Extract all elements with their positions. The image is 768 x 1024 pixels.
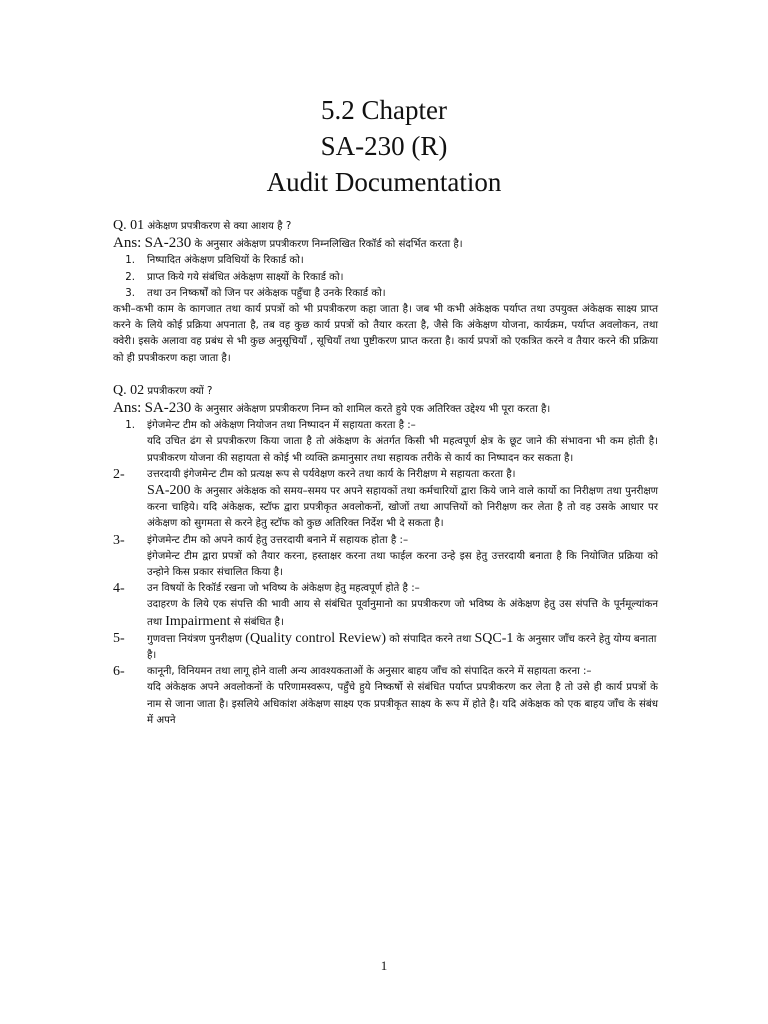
list-number: 1. [125, 255, 135, 267]
document-body [113, 218, 658, 729]
question-number: Q. 01 [113, 218, 145, 233]
title-line-chapter: 5.2 Chapter [321, 95, 447, 125]
list-detail: यदि अंकेक्षक अपने अवलोकनों के परिणामस्वरूप, पहुँचे हुये निष्कर्षो से संबंधित पर्याप्त प्रपत्रीकरण कर लेता है तो उसे ही कार्य प्रपत्रों के नाम से जाना जाता है। इसलिये अधिकांश अंकेक्षण साक्ष्य एक प्रपत्रीकृत साक्ष्य के रूप में होते है। यदि अंकेक्षक को एक बाहय जाँच के संबंध में अपने [147, 682, 658, 726]
list-item [113, 286, 658, 302]
list-text-part: गुणवत्ता नियंत्रण पुनरीक्षण [147, 633, 243, 645]
answer-1-intro [113, 235, 658, 253]
detail-text: उदाहरण के लिये एक संपत्ति की भावी आय से संबंधित पूर्वानुमानो का प्रपत्रीकरण जो भविष्य के अंकेक्षण हेतु उस संपत्ति के पूर्नमूल्यांकन तथा [147, 599, 658, 628]
list-item [113, 253, 658, 269]
answer-label: Ans: [113, 400, 142, 417]
list-text: इंगेजमेन्ट टीम को अंकेक्षण नियोजन तथा निष्पादन में सहायता करता है :– [147, 420, 416, 432]
list-detail: इंगेजमेन्ट टीम द्वारा प्रपत्रों को तैयार करना, हस्ताक्षर करना तथा फाईल करना उन्हे इस हेतु उत्तरदायी बनाता है कि नियोजित प्रक्रिया को उन्होने किस प्रकार संचालित किया है। [147, 550, 658, 579]
answer-text: के अनुसार अंकेक्षण प्रपत्रीकरण निम्नलिखित रिकॉर्ड को संदर्भित करता है। [194, 239, 463, 251]
list-number: 5- [113, 630, 125, 646]
list-detail: यदि उचित ढंग से प्रपत्रीकरण किया जाता है तो अंकेक्षण के अंतर्गत किसी भी महत्वपूर्ण क्षेत्र के छूट जाने की संभावना भी कम होती है। प्रपत्रीकरण योजना की सहायता से कोई भी व्यक्ति क्रमानुसार तथा सहायक तरीके से कार्य का निष्पादन कर सकता है। [147, 436, 658, 464]
question-text: अंकेक्षण प्रपत्रीकरण से क्या आशय है ? [147, 221, 292, 232]
list-item [113, 418, 658, 434]
answer-text: के अनुसार अंकेक्षण प्रपत्रीकरण निम्न को शामिल करते हुये एक अतिरिक्त उद्देश्य भी पूरा करता है। [194, 404, 551, 416]
list-number: 2. [125, 271, 135, 283]
standard-ref: SA-200 [147, 483, 191, 499]
list-number: 1. [125, 420, 135, 432]
list-text: इंगेजमेन्ट टीम को अपने कार्य हेतु उत्तरदायी बनाने में सहायक होता है :– [147, 534, 409, 546]
list-number: 3. [125, 287, 135, 299]
list-text: तथा उन निष्कर्षों को जिन पर अंकेक्षक पहुँचा है उनके रिकार्ड को। [147, 287, 386, 299]
list-number: 2- [113, 466, 125, 482]
sa200-paragraph [113, 483, 658, 533]
list-text: कानूनी, विनियमन तथा लागू होने वाली अन्य आवश्यकताओं के अनुसार बाहय जाँच को संपादित करने में सहायता करना :– [147, 666, 592, 678]
list-text: उत्तरदायी इंगेजमेन्ट टीम को प्रत्यक्ष रूप से पर्यवेक्षण करने तथा कार्य के निरीक्षण मे सहायता करता है। [147, 468, 516, 480]
list-text-part: को संपादित करने तथा [389, 633, 472, 645]
standard-ref: SA-230 [144, 400, 192, 417]
question-text: प्रपत्रीकरण क्यों ? [147, 385, 213, 397]
list-item [113, 270, 658, 286]
list-number: 3- [113, 532, 125, 548]
list-text: निष्पादित अंकेक्षण प्रविधियों के रिकार्ड को। [147, 255, 304, 267]
question-1 [113, 218, 658, 235]
question-2 [113, 383, 658, 400]
detail-term: Impairment [165, 613, 231, 629]
list-text [147, 631, 658, 664]
list-text-part: के अनुसार जाँच करने हेतु योग्य बनाता है। [147, 633, 657, 662]
list-item [113, 533, 658, 549]
list-item [113, 664, 658, 680]
question-number: Q. 02 [113, 382, 145, 398]
answer-label: Ans: [113, 235, 142, 252]
list-detail [113, 597, 658, 630]
list-number: 6- [113, 664, 125, 680]
list-item [113, 467, 658, 483]
list-number: 4- [113, 581, 125, 597]
detail-text: से संबंधित है। [233, 616, 284, 628]
list-term: (Quality control Review) [245, 630, 387, 646]
answer-2-intro [113, 400, 658, 418]
title-line-standard: SA-230 (R) [320, 131, 448, 161]
list-item [113, 631, 658, 664]
list-text: उन विषयों के रिकॉर्ड रखना जो भविष्य के अंकेक्षण हेतु महत्वपूर्ण होते है :– [147, 583, 420, 595]
list-item [113, 581, 658, 597]
title-line-topic: Audit Documentation [266, 167, 502, 197]
paragraph-text: के अनुसार अंकेक्षक को समय–समय पर अपने सहायकों तथा कर्मचारियों द्वारा किये जाने वाले कार्यो का निरीक्षण तथा पुनरीक्षण करना चाहिये। यदि अंकेक्षक, स्टॉफ द्वारा प्रपत्रीकृत अवलोकनों, खोजों तथा आपत्तियों को निरीक्षण कर लेता है तो वह उसके आधार पर अंकेक्षण को सुगमता से करने हेतु स्टॉफ को कुछ अतिरिक्त निर्देश भी दे सकता है। [147, 486, 659, 530]
chapter-title [0, 92, 768, 200]
list-term: SQC-1 [474, 630, 514, 646]
page-number: 1 [380, 958, 388, 973]
list-text: प्राप्त किये गये संबंधित अंकेक्षण साक्ष्यों के रिकार्ड को। [147, 271, 344, 283]
answer-1-paragraph: कभी–कभी काम के कागजात तथा कार्य प्रपत्रों को भी प्रपत्रीकरण कहा जाता है। जब भी कभी अंकेक्षक पर्याप्त तथा उपयुक्त अंकेक्षक साक्ष्य प्राप्त करने के लिये कोई प्रक्रिया अपनाता है, तब वह कुछ कार्य प्रपत्रों को तैयार करता है, जैसे कि अंकेक्षण योजना, कार्यक्रम, पर्याप्त अवलोकन, तथा क्वेरी। इसके अलावा वह प्रबंध से भी कुछ अनुसूचियाँ , सूचियाँ तथा पुष्टीकरण प्राप्त करता है। कार्य प्रपत्रों को एकत्रित करने व तैयार करने की प्रक्रिया को ही प्रपत्रीकरण कहा जाता है। [113, 304, 658, 364]
standard-ref: SA-230 [144, 235, 192, 252]
